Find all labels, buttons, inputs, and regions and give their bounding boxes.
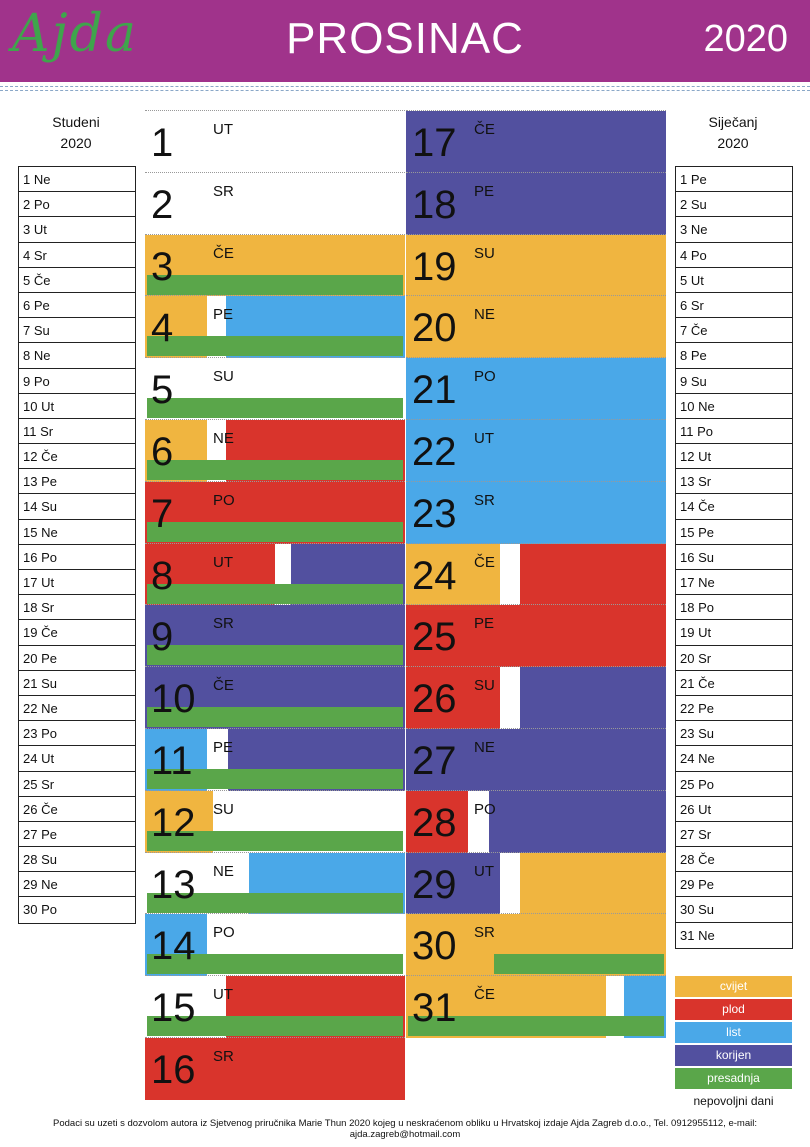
day-number: 5 — [151, 368, 174, 413]
day-number: 17 — [412, 121, 457, 165]
side-day-item: 28 Su — [19, 847, 135, 872]
day-number: 1 — [151, 121, 174, 165]
day-number: 15 — [151, 986, 196, 1031]
day-cell — [406, 295, 666, 358]
footer-note: Podaci su uzeti s dozvolom autora iz Sjetvenog priručnika Marie Thun 2020 kojeg u neskraćenom obliku u Hrvatskoj izdaje Ajda Zagreb d.o.o., Tel. 0912955112, e-mail: ajda.zagreb@hotmail.com — [53, 1118, 757, 1140]
day-cell — [145, 172, 405, 235]
day-segment-white — [500, 853, 521, 915]
side-day-item: 26 Če — [19, 797, 135, 822]
day-number: 19 — [412, 244, 457, 289]
legend-item: cvijet — [675, 976, 792, 997]
weekday-label: ČE — [213, 677, 234, 695]
side-day-item: 19 Ut — [676, 620, 792, 645]
weekday-label: SR — [474, 924, 495, 942]
day-segment-white — [500, 667, 521, 729]
day-number: 26 — [412, 677, 457, 722]
side-day-item: 21 Če — [676, 671, 792, 696]
weekday-label: PE — [213, 306, 234, 324]
weekday-label: PO — [474, 368, 496, 386]
day-cell — [145, 975, 405, 1038]
day-cell — [406, 481, 666, 544]
side-day-item: 17 Ut — [19, 570, 135, 595]
day-cell — [145, 234, 405, 297]
side-day-item: 20 Pe — [19, 646, 135, 671]
day-number: 30 — [412, 924, 457, 969]
side-day-item: 30 Po — [23, 902, 57, 918]
day-segment-white — [145, 111, 405, 173]
day-cell — [406, 234, 666, 297]
day-number: 12 — [151, 800, 196, 845]
weekday-label: ČE — [474, 553, 495, 571]
day-number: 16 — [151, 1048, 196, 1092]
legend-item: nepovoljni dani — [675, 1091, 792, 1112]
weekday-label: SR — [213, 615, 234, 633]
side-day-item: 29 Ne — [19, 872, 135, 897]
side-day-item: 2 Po — [19, 192, 135, 217]
next-month-name: Siječanj — [708, 114, 758, 130]
day-cell — [406, 604, 666, 667]
day-number: 29 — [412, 862, 457, 907]
weekday-label: ČE — [474, 121, 495, 138]
day-cell — [406, 419, 666, 482]
weekday-label: NE — [474, 739, 495, 756]
weekday-label: NE — [474, 306, 495, 324]
side-day-item: 16 Su — [676, 545, 792, 570]
day-segment-white — [145, 173, 405, 235]
side-day-item: 2 Su — [676, 192, 792, 217]
day-number: 14 — [151, 924, 196, 969]
day-number: 31 — [412, 986, 457, 1031]
transplant-bar — [147, 645, 403, 665]
day-cell — [145, 295, 405, 358]
day-number: 8 — [151, 553, 174, 598]
day-cell — [145, 357, 405, 420]
day-segment-cvijet — [520, 853, 666, 915]
day-cell — [406, 666, 666, 729]
legend — [675, 976, 792, 1114]
day-segment-plod — [520, 544, 666, 606]
transplant-bar — [147, 336, 403, 356]
weekday-label: PO — [474, 800, 496, 818]
day-segment-korijen — [520, 667, 666, 729]
transplant-bar — [147, 522, 403, 542]
weekday-label: PO — [213, 924, 235, 942]
day-number: 25 — [412, 615, 457, 660]
weekday-label: PE — [474, 182, 495, 200]
transplant-bar — [147, 584, 403, 604]
weekday-label: SU — [213, 800, 234, 818]
side-day-item: 15 Pe — [676, 520, 792, 545]
side-day-item: 21 Su — [19, 671, 135, 696]
year-label: 2020 — [703, 18, 788, 60]
next-month-list — [675, 166, 793, 949]
weekday-label: PE — [474, 615, 495, 633]
side-day-item: 27 Sr — [676, 822, 792, 847]
prev-month-year: 2020 — [60, 135, 92, 151]
side-day-item: 6 Sr — [676, 293, 792, 318]
side-day-item: 30 Su — [676, 897, 792, 922]
side-day-item: 10 Ne — [676, 394, 792, 419]
legend-item: presadnja — [675, 1068, 792, 1089]
side-day-item: 28 Če — [676, 847, 792, 872]
side-day-item: 25 Sr — [19, 772, 135, 797]
day-number: 9 — [151, 615, 174, 660]
side-day-item: 4 Po — [676, 243, 792, 268]
day-number: 23 — [412, 491, 457, 536]
day-cell — [406, 728, 666, 791]
day-cell — [406, 913, 666, 976]
side-day-item: 20 Sr — [676, 646, 792, 671]
weekday-label: SR — [213, 182, 234, 200]
day-number: 6 — [151, 430, 174, 474]
legend-item: list — [675, 1022, 792, 1043]
day-cell — [406, 790, 666, 853]
side-day-item: 15 Ne — [19, 520, 135, 545]
day-cell — [406, 172, 666, 235]
side-day-item: 24 Ne — [676, 746, 792, 771]
page-title: PROSINAC — [286, 14, 524, 63]
side-day-item: 11 Sr — [19, 419, 135, 444]
transplant-bar — [494, 954, 664, 974]
side-day-item: 23 Su — [676, 721, 792, 746]
side-day-item: 13 Sr — [676, 469, 792, 494]
side-day-item: 14 Če — [676, 494, 792, 519]
weekday-label: UT — [474, 862, 494, 880]
day-cell — [406, 852, 666, 915]
day-cell — [145, 728, 405, 791]
day-number: 7 — [151, 491, 174, 536]
day-number: 28 — [412, 800, 457, 845]
prev-month-heading — [18, 112, 134, 154]
next-month-heading — [675, 112, 791, 154]
day-number: 13 — [151, 862, 196, 907]
side-day-item: 24 Ut — [19, 746, 135, 771]
side-day-item: 22 Ne — [19, 696, 135, 721]
divider — [0, 90, 810, 91]
weekday-label: ČE — [474, 986, 495, 1004]
brand-logo: Ajda — [12, 4, 138, 64]
transplant-bar — [147, 460, 403, 480]
day-segment-korijen — [489, 791, 666, 853]
day-number: 27 — [412, 739, 457, 783]
side-day-item: 6 Pe — [19, 293, 135, 318]
day-cell — [145, 790, 405, 853]
side-day-item: 5 Ut — [676, 268, 792, 293]
prev-month-list — [18, 166, 136, 924]
day-cell — [145, 1037, 405, 1100]
weekday-label: ČE — [213, 244, 234, 262]
side-day-item: 1 Pe — [676, 167, 792, 192]
side-day-item: 8 Pe — [676, 343, 792, 368]
day-number: 20 — [412, 306, 457, 351]
side-day-item: 12 Ut — [676, 444, 792, 469]
side-day-item: 9 Su — [676, 369, 792, 394]
side-day-item: 18 Sr — [19, 595, 135, 620]
side-day-item: 27 Pe — [19, 822, 135, 847]
side-day-item: 22 Pe — [676, 696, 792, 721]
weekday-label: UT — [213, 121, 233, 138]
side-day-item: 14 Su — [19, 494, 135, 519]
weekday-label: UT — [213, 553, 233, 571]
day-number: 21 — [412, 368, 457, 413]
legend-item: plod — [675, 999, 792, 1020]
weekday-label: SU — [213, 368, 234, 386]
day-cell — [145, 852, 405, 915]
side-day-item: 10 Ut — [19, 394, 135, 419]
side-day-item: 3 Ne — [676, 217, 792, 242]
side-day-item: 16 Po — [19, 545, 135, 570]
weekday-label: UT — [474, 430, 494, 447]
day-cell — [145, 913, 405, 976]
day-number: 3 — [151, 244, 174, 289]
transplant-bar — [147, 398, 403, 418]
day-number: 18 — [412, 182, 457, 227]
day-cell — [145, 419, 405, 482]
day-cell — [145, 543, 405, 606]
weekday-label: SR — [213, 1048, 234, 1065]
next-month-year: 2020 — [717, 135, 749, 151]
weekday-label: SU — [474, 244, 495, 262]
day-cell — [406, 357, 666, 420]
weekday-label: PO — [213, 491, 235, 509]
side-day-item: 17 Ne — [676, 570, 792, 595]
weekday-label: NE — [213, 430, 234, 447]
side-day-item: 12 Če — [19, 444, 135, 469]
side-day-item: 29 Pe — [676, 872, 792, 897]
day-cell — [145, 604, 405, 667]
legend-item: korijen — [675, 1045, 792, 1066]
weekday-label: UT — [213, 986, 233, 1004]
weekday-label: PE — [213, 739, 234, 756]
day-number: 10 — [151, 677, 196, 722]
side-day-item: 23 Po — [19, 721, 135, 746]
day-cell — [406, 975, 666, 1038]
day-number: 24 — [412, 553, 457, 598]
day-number: 2 — [151, 182, 174, 227]
day-cell — [145, 110, 405, 173]
side-day-item: 19 Če — [19, 620, 135, 645]
side-day-item: 5 Če — [19, 268, 135, 293]
transplant-bar — [147, 275, 403, 295]
day-number: 11 — [151, 739, 193, 783]
side-day-item: 7 Če — [676, 318, 792, 343]
day-number: 4 — [151, 306, 174, 351]
day-cell — [406, 543, 666, 606]
header-bar — [0, 0, 810, 82]
side-day-item: 4 Sr — [19, 243, 135, 268]
divider — [0, 86, 810, 87]
day-segment-white — [500, 544, 521, 606]
side-day-item: 3 Ut — [19, 217, 135, 242]
side-day-item: 13 Pe — [19, 469, 135, 494]
day-cell — [406, 110, 666, 173]
day-cell — [145, 666, 405, 729]
weekday-label: NE — [213, 862, 234, 880]
side-day-item: 8 Ne — [19, 343, 135, 368]
side-day-item: 26 Ut — [676, 797, 792, 822]
side-day-item: 1 Ne — [19, 167, 135, 192]
side-day-item: 9 Po — [19, 369, 135, 394]
side-day-item: 7 Su — [19, 318, 135, 343]
side-day-item: 31 Ne — [680, 927, 715, 943]
day-cell — [145, 481, 405, 544]
side-day-item: 11 Po — [676, 419, 792, 444]
weekday-label: SR — [474, 491, 495, 509]
side-day-item: 25 Po — [676, 772, 792, 797]
weekday-label: SU — [474, 677, 495, 695]
day-number: 22 — [412, 430, 457, 474]
prev-month-name: Studeni — [52, 114, 100, 130]
side-day-item: 18 Po — [676, 595, 792, 620]
